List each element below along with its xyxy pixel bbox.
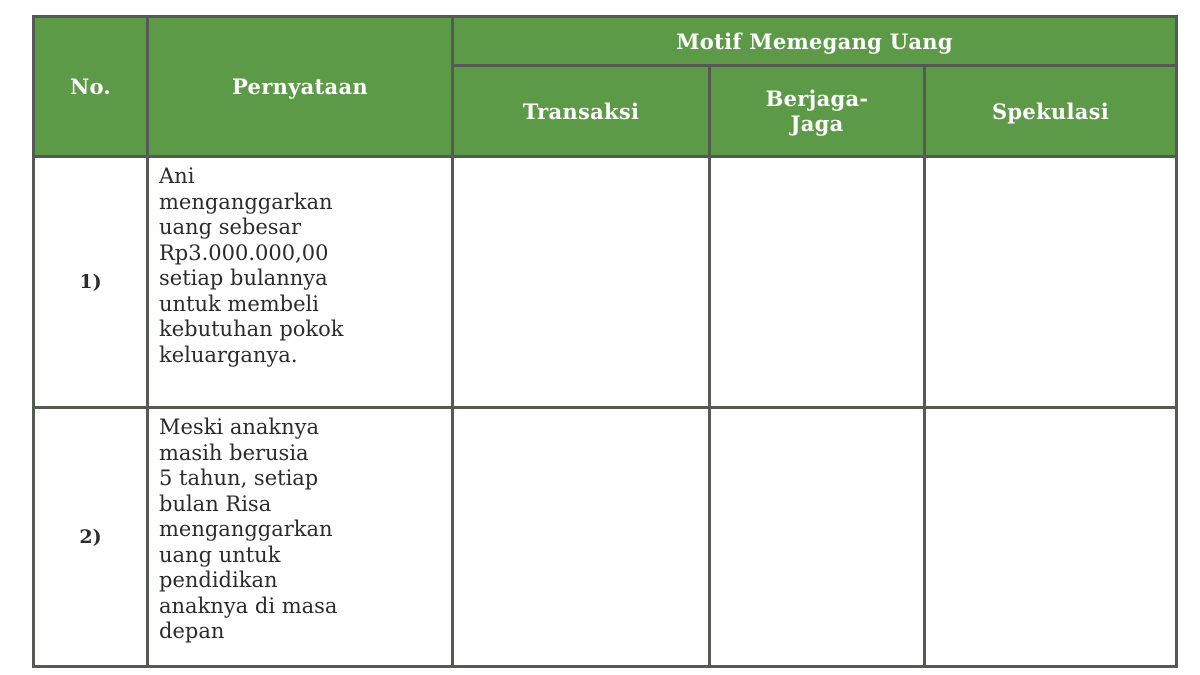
- cell-spekulasi[interactable]: [925, 408, 1177, 667]
- cell-berjaga-jaga[interactable]: [710, 408, 925, 667]
- cell-transaksi[interactable]: [453, 408, 710, 667]
- header-transaksi: Transaksi: [453, 66, 710, 157]
- motive-table-container: [32, 15, 1175, 668]
- cell-spekulasi[interactable]: [925, 157, 1177, 408]
- header-spekulasi: Spekulasi: [925, 66, 1177, 157]
- header-berjaga-jaga: [710, 66, 925, 157]
- header-statement: Pernyataan: [148, 17, 453, 157]
- cell-transaksi[interactable]: [453, 157, 710, 408]
- table-body: [34, 157, 1177, 667]
- cell-berjaga-jaga[interactable]: [710, 157, 925, 408]
- header-motive-group: Motif Memegang Uang: [453, 17, 1177, 66]
- header-no: No.: [34, 17, 148, 157]
- row-statement: Meski anaknya masih berusia 5 tahun, setiap bulan Risa menganggarkan uang untuk pendidikan anaknya di masa depan: [148, 408, 453, 667]
- row-number: 1): [34, 157, 148, 408]
- row-statement: Ani menganggarkan uang sebesar Rp3.000.000,00 setiap bulannya untuk membeli kebutuhan pokok keluarganya.: [148, 157, 453, 408]
- table-row: [34, 157, 1177, 408]
- header-berjaga-jaga-label: Berjaga- Jaga: [765, 86, 869, 136]
- motive-table: [32, 15, 1178, 668]
- table-row: [34, 408, 1177, 667]
- header-row-top: [34, 17, 1177, 66]
- table-header: [34, 17, 1177, 157]
- row-number: 2): [34, 408, 148, 667]
